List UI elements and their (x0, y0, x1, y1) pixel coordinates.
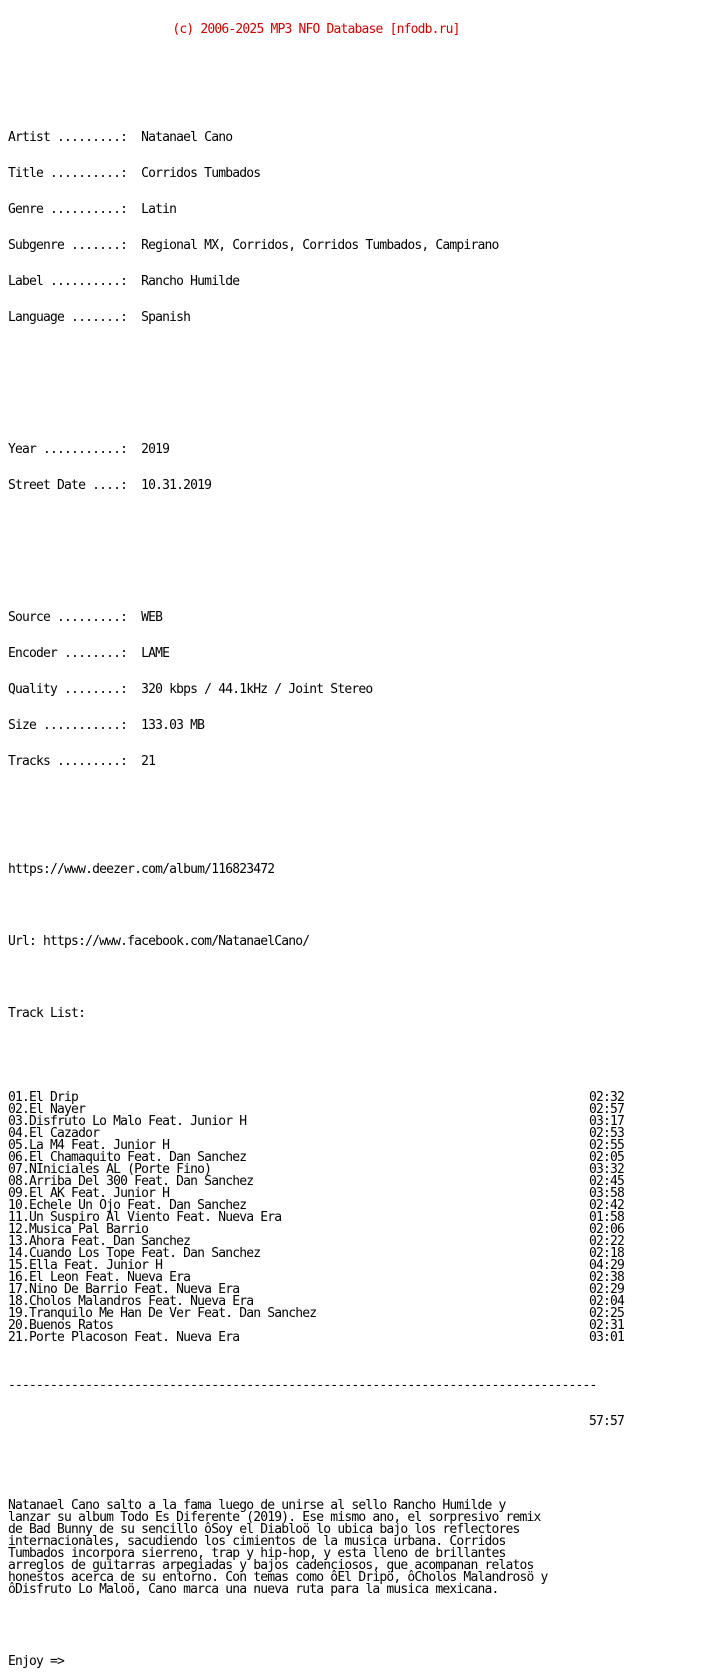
track-name: 03.Disfruto Lo Malo Feat. Junior H (8, 1114, 247, 1129)
track-duration: 03:32 (588, 1162, 624, 1177)
track-name: 14.Cuando Los Tope Feat. Dan Sanchez (8, 1246, 261, 1261)
track-name: 11.Un Suspiro Al Viento Feat. Nueva Era (8, 1210, 282, 1225)
track-duration: 02:53 (588, 1126, 624, 1141)
track-name: 10.Echele Un Ojo Feat. Dan Sanchez (8, 1198, 247, 1213)
track-name: 06.El Chamaquito Feat. Dan Sanchez (8, 1150, 247, 1165)
description-line: Natanael Cano salto a la fama luego de unirse al sello Rancho Humilde y (8, 1498, 506, 1513)
info-block-artist (8, 108, 698, 348)
track-name: 19.Tranquilo Me Han De Ver Feat. Dan Sanchez (8, 1306, 317, 1321)
enjoy-text: Enjoy => (8, 1654, 65, 1669)
track-row (8, 1116, 624, 1128)
info-label: Label ..........: Rancho Humilde (8, 274, 240, 289)
description-line: Tumbados incorpora sierreno, trap y hip-hop, y esta lleno de brillantes (8, 1546, 506, 1561)
track-duration: 02:04 (588, 1294, 624, 1309)
track-name: 13.Ahora Feat. Dan Sanchez (8, 1234, 191, 1249)
track-duration: 02:38 (588, 1270, 624, 1285)
info-title: Title ..........: Corridos Tumbados (8, 166, 261, 181)
info-genre: Genre ..........: Latin (8, 202, 177, 217)
track-duration: 02:18 (588, 1246, 624, 1261)
info-encoder: Encoder ........: LAME (8, 646, 170, 661)
track-name: 12.Musica Pal Barrio (8, 1222, 149, 1237)
total-time: 57:57 (588, 1414, 624, 1429)
description-line: honestos acerca de su entorno. Con temas como ôEl Dripö, ôCholos Malandrosö y (8, 1570, 548, 1585)
info-year: Year ...........: 2019 (8, 442, 170, 457)
track-name: 21.Porte Placoson Feat. Nueva Era (8, 1330, 240, 1345)
album-description (8, 1500, 698, 1596)
facebook-url: Url: https://www.facebook.com/NatanaelCano/ (8, 934, 310, 949)
track-duration: 03:17 (588, 1114, 624, 1129)
description-line: de Bad Bunny de su sencillo ôSoy el Diabloö lo ubica bajo los reflectores (8, 1522, 520, 1537)
track-name: 09.El AK Feat. Junior H (8, 1186, 170, 1201)
description-line: ôDisfruto Lo Maloö, Cano marca una nueva ruta para la musica mexicana. (8, 1582, 499, 1597)
track-duration: 02:29 (588, 1282, 624, 1297)
track-duration: 02:22 (588, 1234, 624, 1249)
info-source: Source .........: WEB (8, 610, 163, 625)
track-duration: 04:29 (588, 1258, 624, 1273)
separator-line: ------------------------------------------------------------------------------------ (8, 1378, 597, 1393)
track-name: 07.NIniciales AL (Porte Fino) (8, 1162, 212, 1177)
track-name: 20.Buenos Ratos (8, 1318, 114, 1333)
track-duration: 03:01 (588, 1330, 624, 1345)
track-name: 04.El Cazador (8, 1126, 100, 1141)
track-duration: 02:06 (588, 1222, 624, 1237)
info-size: Size ...........: 133.03 MB (8, 718, 205, 733)
info-street-date: Street Date ....: 10.31.2019 (8, 478, 212, 493)
track-duration: 02:05 (588, 1150, 624, 1165)
track-duration: 02:32 (588, 1090, 624, 1105)
track-duration: 02:25 (588, 1306, 624, 1321)
info-quality: Quality ........: 320 kbps / 44.1kHz / Joint Stereo (8, 682, 373, 697)
track-name: 02.El Nayer (8, 1102, 86, 1117)
info-subgenre: Subgenre .......: Regional MX, Corridos, Corridos Tumbados, Campirano (8, 238, 499, 253)
description-line: arreglos de guitarras arpegiadas y bajos cadenciosos, que acompanan relatos (8, 1558, 534, 1573)
track-name: 15.Ella Feat. Junior H (8, 1258, 163, 1273)
description-line: internacionales, sacudiendo los cimientos de la musica urbana. Corridos (8, 1534, 506, 1549)
track-list (8, 1092, 698, 1344)
track-duration: 02:57 (588, 1102, 624, 1117)
info-tracks: Tracks .........: 21 (8, 754, 156, 769)
album-url: https://www.deezer.com/album/116823472 (8, 862, 275, 877)
track-name: 05.La M4 Feat. Junior H (8, 1138, 170, 1153)
info-artist: Artist .........: Natanael Cano (8, 130, 233, 145)
track-duration: 02:42 (588, 1198, 624, 1213)
info-language: Language .......: Spanish (8, 310, 191, 325)
track-name: 17.Nino De Barrio Feat. Nueva Era (8, 1282, 240, 1297)
track-name: 01.El Drip (8, 1090, 79, 1105)
track-name: 08.Arriba Del 300 Feat. Dan Sanchez (8, 1174, 254, 1189)
track-duration: 02:55 (588, 1138, 624, 1153)
track-name: 18.Cholos Malandros Feat. Nueva Era (8, 1294, 254, 1309)
nfo-document (8, 0, 698, 1680)
track-duration: 02:45 (588, 1174, 624, 1189)
site-header: (c) 2006-2025 MP3 NFO Database [nfodb.ru] (172, 22, 460, 37)
info-block-date (8, 420, 698, 516)
track-name: 16.El Leon Feat. Nueva Era (8, 1270, 191, 1285)
track-row (8, 1332, 624, 1344)
track-duration: 02:31 (588, 1318, 624, 1333)
info-block-encoding (8, 588, 698, 792)
track-list-label: Track List: (8, 1006, 86, 1021)
description-line: lanzar su album Todo Es Diferente (2019). Ese mismo ano, el sorpresivo remix (8, 1510, 541, 1525)
track-duration: 03:58 (588, 1186, 624, 1201)
track-duration: 01:58 (588, 1210, 624, 1225)
track-row (8, 1092, 624, 1104)
